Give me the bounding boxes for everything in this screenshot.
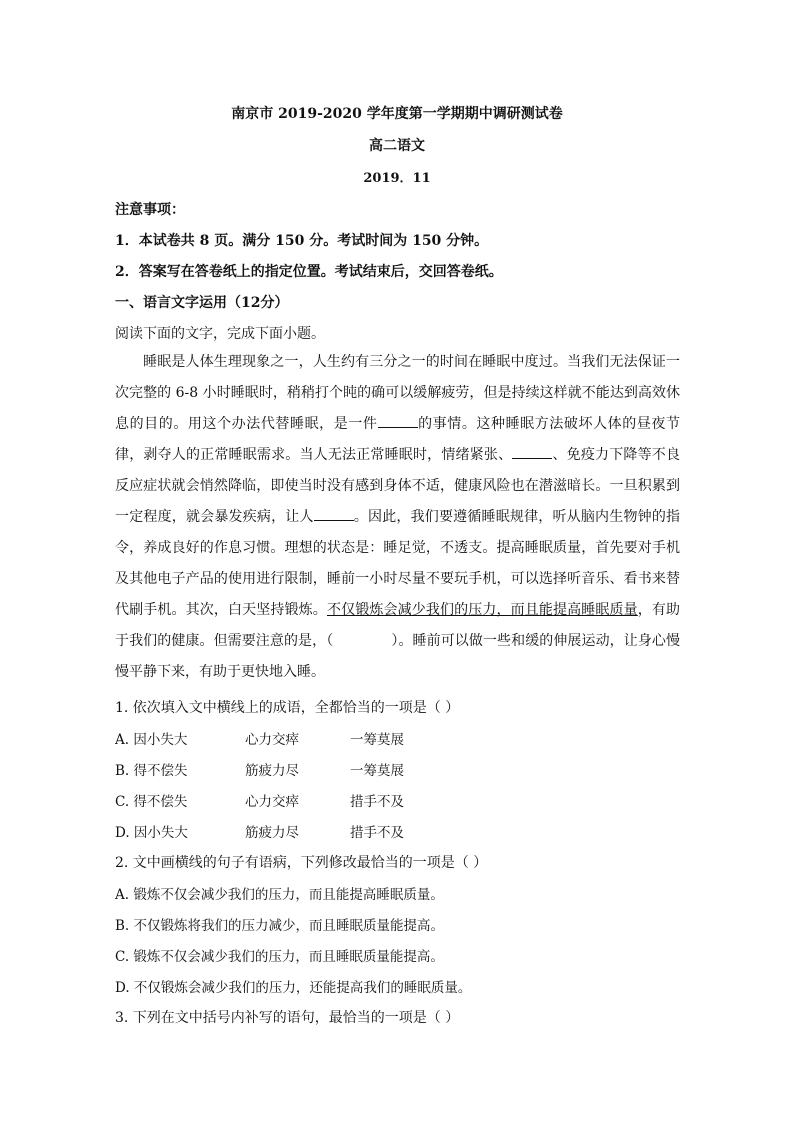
section-instruction: 阅读下面的文字，完成下面小题。 [115, 326, 325, 342]
q1-option-b: B. 得不偿失 筋疲力尽 一筹莫展 [115, 763, 404, 779]
reading-passage [115, 347, 680, 688]
q1-option-d: D. 因小失大 筋疲力尽 措手不及 [115, 825, 404, 841]
notes-item-1: 1．本试卷共 8 页。满分 150 分。考试时间为 150 分钟。 [115, 233, 489, 249]
q2-option-d: D. 不仅锻炼会减少我们的压力，还能提高我们的睡眠质量。 [115, 980, 472, 996]
exam-title: 南京市 2019-2020 学年度第一学期期中调研测试卷 [231, 106, 563, 122]
passage-part-6: ）。睡前可以做一些和缓的伸展运动，让身心慢慢平静下来，有助于更快地入睡。 [115, 633, 680, 680]
passage-part-5: ，有助于我们的健康。但需要注意的是，（ [115, 602, 681, 649]
q2-option-c: C. 锻炼不仅会减少我们的压力，而且睡眠质量能提高。 [115, 949, 444, 965]
exam-date: 2019．11 [363, 171, 431, 186]
notes-item-2: 2．答案写在答卷纸上的指定位置。考试结束后，交回答卷纸。 [115, 264, 503, 280]
passage-part-3: 、免疫力下降等不良反应症状就会悄然降临，即使当时没有感到身体不适，健康风险也在潜滋暗长。一旦积累到一定程度，就会暴发疾病，让人 [115, 447, 680, 525]
q1-option-c: C. 得不偿失 心力交瘁 措手不及 [115, 794, 404, 810]
question-3-stem: 3. 下列在文中括号内补写的语句，最恰当的一项是（ ） [115, 1010, 460, 1026]
blank-2 [512, 444, 552, 459]
passage-part-4: 。因此，我们要遵循睡眠规律，听从脑内生物钟的指令，养成良好的作息习惯。理想的状态是：睡足觉，不透支。提高睡眠质量，首先要对手机及其他电子产品的使用进行限制，睡前一小时尽量不要玩手机，可以选择听音乐、看书来替代刷手机。其次，白天坚持锻炼。 [115, 509, 681, 618]
blank-1 [378, 413, 418, 428]
q2-option-a: A. 锻炼不仅会减少我们的压力，而且能提高睡眠质量。 [115, 887, 444, 903]
q1-option-a: A. 因小失大 心力交瘁 一筹莫展 [115, 732, 404, 748]
question-1-stem: 1. 依次填入文中横线上的成语，全都恰当的一项是（ ） [115, 700, 460, 716]
passage-part-1: 睡眠是人体生理现象之一，人生约有三分之一的时间在睡眠中度过。当我们无法保证一次完整的 6-8 小时睡眠时，稍稍打个盹的确可以缓解疲劳，但是持续这样就不能达到高效休息的目的。用这个办法代替睡眠，是一件 [115, 354, 680, 432]
underlined-sentence: 不仅锻炼会减少我们的压力，而且能提高睡眠质量 [326, 602, 638, 618]
question-2-stem: 2. 文中画横线的句子有语病，下列修改最恰当的一项是（ ） [115, 855, 488, 871]
blank-3 [314, 506, 354, 521]
section-heading: 一、语言文字运用（12分） [115, 295, 289, 311]
subject-title: 高二语文 [369, 138, 425, 154]
passage-part-2: 的事情。这种睡眠方法破坏人体的昼夜节律，剥夺人的正常睡眠需求。当人无法正常睡眠时，情绪紧张、 [115, 416, 680, 463]
notes-heading: 注意事项： [115, 202, 185, 218]
q2-option-b: B. 不仅锻炼将我们的压力减少，而且睡眠质量能提高。 [115, 918, 445, 934]
